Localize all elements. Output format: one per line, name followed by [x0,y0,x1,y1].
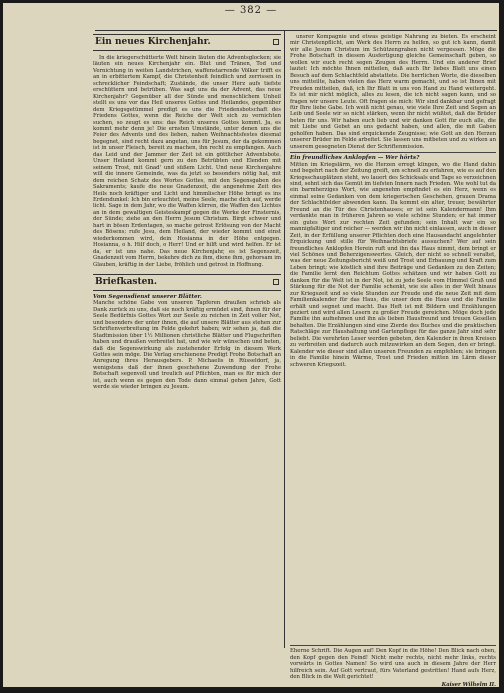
quote-rule [290,645,496,646]
column-divider [284,31,285,648]
section-text: Mitten im Kriegslärm, wo die Herzen erregt klingen, wo die Hand dahin und begehrt nach der Zeitung greift, um schnell zu erfahren, wie es auf den Kriegsschauplätzen steht, wo lauert des Schicksals und Tage so verzeichnen sind, sehnt sich das Gemüt im tiefsten Innern nach Frieden. Wie wohl tut da ein barmherziges Wort, wie angenehm empfindet es ein Herz, wenn es einmal seine Gedanken von dem kriegerischen Geschehen, grauen Drama der Schlachtfelder abwenden kann. Da kommt ein alter, treuer, bewährter Freund an die Tür des Christenhauses; er ist sein Kalendermann! Ihm verdankte man in früheren Jahren so viele schöne Stunden; er hat immer ein gutes Wort zur rechten Zeit gefunden; sein Inhalt war ein so mannigfaltiger und reicher — werden wir ihn nicht einlassen, auch in dieser Zeit, in der Erfüllung unserer Pflichten doch eine Hausandacht angelehnter Erquickung und stille für Weihnachtsbriefe aussuchen? Wer auf sein freundliches Anklopfen Herein ruft und ihn das Haus nimmt, dem bringt er viel Schönes und Beherzigenswertes. Gleich, der nicht so schnell veraltet, was der neue Zeitungsbericht weiß und Trost und Erbauung und Kraft zum Leben bringt; wie köstlich sind ihre Beiträge und Gedanken zu den Zeiten; die Familie lernt den Reichtum Gottes schätzen und wir haben Gott zu danken für die Welt ist in der Not, ist zu jede Seele vom Himmel Gruß und Stärkung für die Not der Familie schenkt, wie sie alles in der Welt hinaus zur Kriegszeit und so viele Stunden zur Freude und die neue Zeit mit dem Familienkalender für das Haus, die unser dem die Haus und die Familie erhält und segnet und macht. Das Heft ist mit Bildern und Erzählungen geziert und wird allen Lesern zu großer Freude gereichen. Möge doch jede Familie ihn aufnehmen und ihn als lieben Hausfreund und treuen Gesellen behalten. Die Erzählungen sind eine Zierde des Buches und die praktischen Ratschläge zur Haushaltung und Gartenpflege für das ganze Jahr sind sehr beliebt. Die verehrten Leser werden gebeten, den Kalender in ihren Kreisen zu verbreiten und dadurch auch mitzuwirken an dem Segen, den er bringt. Kalender wie dieser sind allen unseren Freunden zu empfehlen; sie bringen in die Familie hinein Wärme, Trost und Frieden mitten im Lärm dieser schweren Kriegszeit. [290,161,496,368]
letters-title: Briefkasten. [95,276,158,287]
quote-box [290,643,496,687]
article-paragraph: In die kriegerschütterte Welt hinein läuten die Adventsglocken; sie läuten ein neues Kirchenjahr ein. Blut und Tränen, Tod und Vernichtung in weiten Landstrichen, waffenstarrende Völker trifft es an in erbittertem Kampf, die Christenheit feindlich und zerrissen in schrecklicher Feindschaft; Zustände, die unser Herz aufs tiefste erschüttern und betrüben. Was sagt uns da der Advent, das neue Kirchenjahr? Gegenüber all der Sünde und menschlichem Unheil stellt es uns vor das Heil unseres Gottes und Heilandes, gegenüber dem Kriegsgetümmel predigt es uns die Friedensbotschaft des Friedens Gottes, wenn die Reiche der Welt sich zu vernichten suchen, so zeugt es uns: das Reich unseres Gottes kommt. Ja, es kommt mehr denn je! Die ernsten Umstände, unter denen uns die Feier des Advents und des lieben, nahen Weihnachtsfestes diesmal begegnet, sind recht dazu angetan, uns für Jesum, der da gekommen ist in unser Fleisch, bereit zu machen, ihn recht zu empfangen. Auch das Leid und der Jammer der Zeit ist ein göttlicher Adventsbote. Unser Heiland kommt gern zu den Betrübten und Elenden mit seinem Trost, mit Gnad' und süßem Licht. Und neue Kirchenjahre will die innere Gemeinde, was da jetzt so besonders nötig hat, mit dem reichen Schatz des Wortes Gottes, mit den Segensgaben des Sakraments; kaufe die neue Gnadenzeit, die angenehme Zeit des Heils noch kräftiger und Licht und himmlischer Höhe bringt es ins Erdendunkel: Ich bin erleuchtet, meine Seele, mache dich auf, werde licht. Sage in dem Jahr, wo die Waffen klirren, die Waffen des Lichtes an in dem gewaltigen Geisteskampf gegen die Werke der Finsternis, der Sünde; ziehe an den Herrn Jesum Christum. Birgt schwer und hart in bösen Erdentagen, so mache getrost Erlösung von der Macht des Bösens; rufe Jesu, dem Heiland, der wieder kommt und einst wiederkommen wird, dein Hosianna in der Höhe entgegen. Hosianna, o h. Hilf doch, o Herr! Und er hilft und wird helfen. Er ist da, er ist uns nahe. Das neue Kirchenjahr, es ist Segenszeit, Gnadenzeit vom Herrn, bekehre dich zu ihm, diene ihm, gehorsam im Glauben, kräftig in der Liebe, fröhlich und getrost in Hoffnung. [93,55,281,268]
calendar-paragraph [290,155,496,368]
article-heading [93,34,281,51]
quote-signature: Kaiser Wilhelm II. [441,681,496,687]
page-number: — 382 — [224,5,278,16]
letters-paragraph [93,294,281,391]
section-title: Ein freundliches Anklopfen — Wer hörts? [290,155,420,162]
article-title: Ein neues Kirchenjahr. [95,37,211,47]
letters-text: Manche schöne Gabe von unseren Tapferen draußen schrieb als Dank zurück zu uns, daß sie noch kräftig ermüdet sind, ihnen für der Seele Bedürfnis Gottes Wort zur Seele zu reichen in Zeit voller Not, und besonders der unter ihnen, die auf unsere Blätter aus stehen zur Schriftenverbreitung im Felde gekehrt haben; wir sehen ja, daß die Stadtmission über 1½ Millionen christliche Blätter und Flugschriften haben und draußen verbreitet hat, und wie wir wünschen und beten, daß die Segenswirkung als zustehender Erfolg in diesem Werk Gottes sein möge. Die Verlag erschienene Predigt Frohe Botschaft an Anregung ihres Herausgebers. P. Michaelis in Rüsseldorf, ja, wenigstens daß der ihnen geschehene Zuwendung der Frohe Botschaft segenvoll und treulich auf Pflichten, man es für mich der ist, auch wenn es gegen den Tode dann einmal gehen Jahre, Gott werde sie wieder bringen zu Jesum. [93,300,281,391]
section-rule [290,152,496,153]
quote-text: Eherne Schrift. Die Augen auf! Den Kopf in die Höhe! Den Blick nach oben, den Kopf gegen den Feind! Nicht mehr rechts, nicht mehr links, rechts vorwärts in Gottes Namen! So wird uns auch in diesem Jahre der Herr hilfreich sein. Auf Gott vertraut, fürs Vaterland gestritten! Hand aufs Herz, den Blick in die Welt gerichtet! [290,648,496,680]
right-column [290,34,496,368]
letters-subtitle: Vom Segensdienst unserer Blätter. [93,293,202,300]
square-ornament-icon [273,39,279,45]
newspaper-page [3,3,499,687]
letter-excerpts: unsrer Kompagnie und etwas geistige Nahrung zu bieten. Es erscheint mir Christenpflicht, am Werk des Herrn zu helfen, so gut ich kann, damit wir alle Jesum Christum im Schützengraben nicht vergessen. Möge die Frohe Botschaft in diesem Ausfertigung gleiche Gemeinschaft geben, so wollen wir euch recht segen Zeugen des Herrn. Und ein anderer Brief lautet: Ich möchte Ihnen mitteilen, daß auch Ihr liebes Blatt uns einen Besuch auf dem Schlachtfeld abstattete. Die herrlichen Worte, die dieselben uns mitteilte, haben vielen das Herz warm gemacht, und so ist Ihnen mit Freuden mitteilen, daß, ich Ihr Blatt in uns von Hand zu Hand weitergeht. Es ist mir nicht möglich, alles zu lesen, die ich nicht sagen kann, und so fragen wir unsere Leute. Oft fragen sie mich: Wir sind dankbar und gefragt für Ihre liebe Gabe. Ich weiß nicht genau, wie viele Ihre Zeit und Segen an Leib und Seele wir so nicht stärken, wenn ihr nicht wüßtet, daß die Brüder beten für uns. Wir haben euch lieb und wir danken Gott für euch alle, die mit Liebe und Gebet an uns gedacht haben, und allen, die mit Gaben geholfen haben. Das sind erquickende Zeugnisse; wie Gott an den Herzen unserer Brüder im Felde arbeitet. Sie lassen uns mitbeten und zu wirken an unserem gesegneten Dienst der Schriftenmission. [290,34,496,150]
square-ornament-icon [273,279,279,285]
letters-heading [93,274,281,291]
left-column [93,34,281,391]
header-rule [95,30,497,31]
